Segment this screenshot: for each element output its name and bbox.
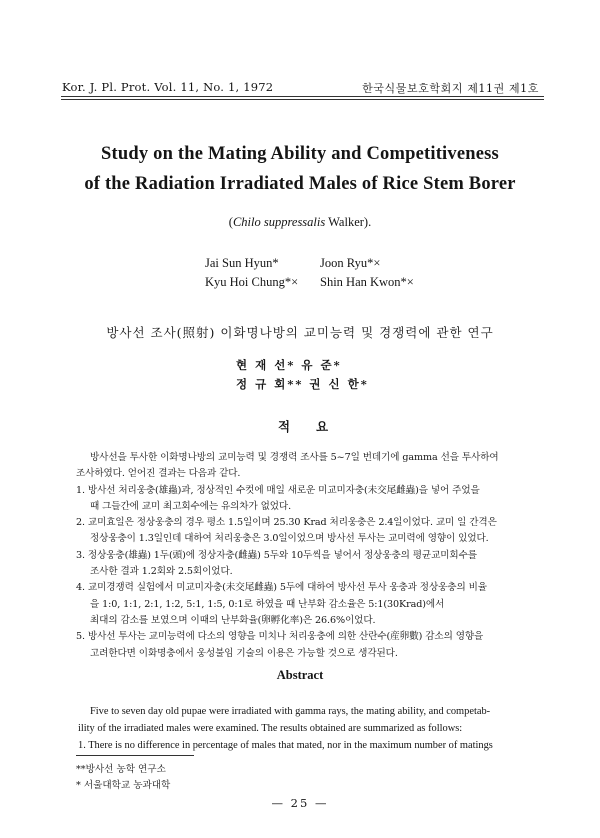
journal-citation: Kor. J. Pl. Prot. Vol. 11, No. 1, 1972 xyxy=(62,80,274,94)
korean-item-line: 2. 교미효일은 정상웅충의 경우 평소 1.5일이며 25.30 Krad 처리웅충은 2.4일이었다. 교미 일 간격은 xyxy=(76,517,497,529)
footnote-rule xyxy=(76,755,194,756)
header-rule-bottom xyxy=(61,99,544,100)
korean-item-line: 때 그들간에 교미 최고회수에는 유의차가 없었다. xyxy=(90,500,292,512)
korean-summary xyxy=(76,450,524,662)
page-number: — 25 — xyxy=(271,796,329,810)
species-name: (Chilo suppressalis Walker). xyxy=(228,215,372,229)
korean-item-line: 4. 교미경쟁력 실험에서 미교미자충(未交尾雌蟲) 5두에 대하여 방사선 투사 웅충과 정상웅충의 비율 xyxy=(76,582,487,594)
author-4: Shin Han Kwon*× xyxy=(320,275,414,289)
abstract-line: 1. There is no difference in percentage of males that mated, nor in the maximum number of matings xyxy=(78,740,493,751)
abstract-line: ility of the irradiated males were examined. The results obtained are summarized as follows: xyxy=(78,723,463,734)
korean-item-line: 최대의 감소를 보였으며 이때의 난부화율(卵孵化率)은 26.6%이었다. xyxy=(90,614,376,626)
author-2: Joon Ryu*× xyxy=(320,256,381,270)
korean-authors-line-2: 정 규 회** 권 신 한* xyxy=(236,377,369,391)
korean-summary-heading-2: 요 xyxy=(316,419,329,434)
korean-item-line: 고려한다면 이화명충에서 웅성불임 기술의 이용은 가능할 것으로 생각된다. xyxy=(90,647,398,659)
korean-intro-line: 조사하였다. 얻어진 결과는 다음과 같다. xyxy=(76,468,241,480)
abstract-heading: Abstract xyxy=(276,668,324,682)
korean-item-line: 5. 방사선 투사는 교미능력에 다소의 영향을 미치나 처리웅충에 의한 산란수(産卵數) 감소의 영향을 xyxy=(76,631,484,643)
korean-item-line: 1. 방사선 처리웅충(雄蟲)과, 정상적인 수컷에 매일 새로운 미교미자충(未交尾雌蟲)을 넣어 주었을 xyxy=(76,484,480,496)
abstract-line: Five to seven day old pupae were irradiated with gamma rays, the mating ability, and competab- xyxy=(90,706,491,717)
korean-item-line: 을 1:0, 1:1, 2:1, 1:2, 5:1, 1:5, 0:1로 하였을 때 난부화 감소율은 5:1(30Krad)에서 xyxy=(90,598,445,610)
korean-item-line: 3. 정상웅충(雄蟲) 1두(頭)에 정상자충(雌蟲) 5두와 10두씩을 넣어서 정상웅충의 평균교미회수를 xyxy=(76,549,477,561)
korean-item-line: 정상웅충이 1.3일인데 대하여 처리웅충은 3.0일이었으며 방사선 투사는 교미력에 영향이 있었다. xyxy=(90,533,489,545)
journal-citation-korean: 한국식물보호학회지 제11권 제1호 xyxy=(362,82,539,95)
footnote-1: **방사선 농학 연구소 xyxy=(76,764,166,775)
paper-title-line-1: Study on the Mating Ability and Competitiveness xyxy=(101,144,499,164)
footnote-2: * 서울대학교 농과대학 xyxy=(76,780,171,791)
author-1: Jai Sun Hyun* xyxy=(205,256,279,270)
korean-title: 방사선 조사(照射) 이화명나방의 교미능력 및 경쟁력에 관한 연구 xyxy=(106,325,494,340)
paper-title-line-2: of the Radiation Irradiated Males of Rice Stem Borer xyxy=(84,174,516,194)
abstract-body xyxy=(78,703,534,754)
author-3: Kyu Hoi Chung*× xyxy=(205,275,299,289)
header-rule-top xyxy=(61,96,544,97)
korean-intro-line: 방사선을 투사한 이화명나방의 교미능력 및 경쟁력 조사를 5~7일 번데기에 gamma 선을 투사하여 xyxy=(90,452,499,463)
korean-item-line: 조사한 결과 1.2회와 2.5회이었다. xyxy=(90,566,233,578)
korean-summary-heading-1: 적 xyxy=(278,419,291,434)
korean-authors-line-1: 현 재 선* 유 준* xyxy=(236,358,342,372)
